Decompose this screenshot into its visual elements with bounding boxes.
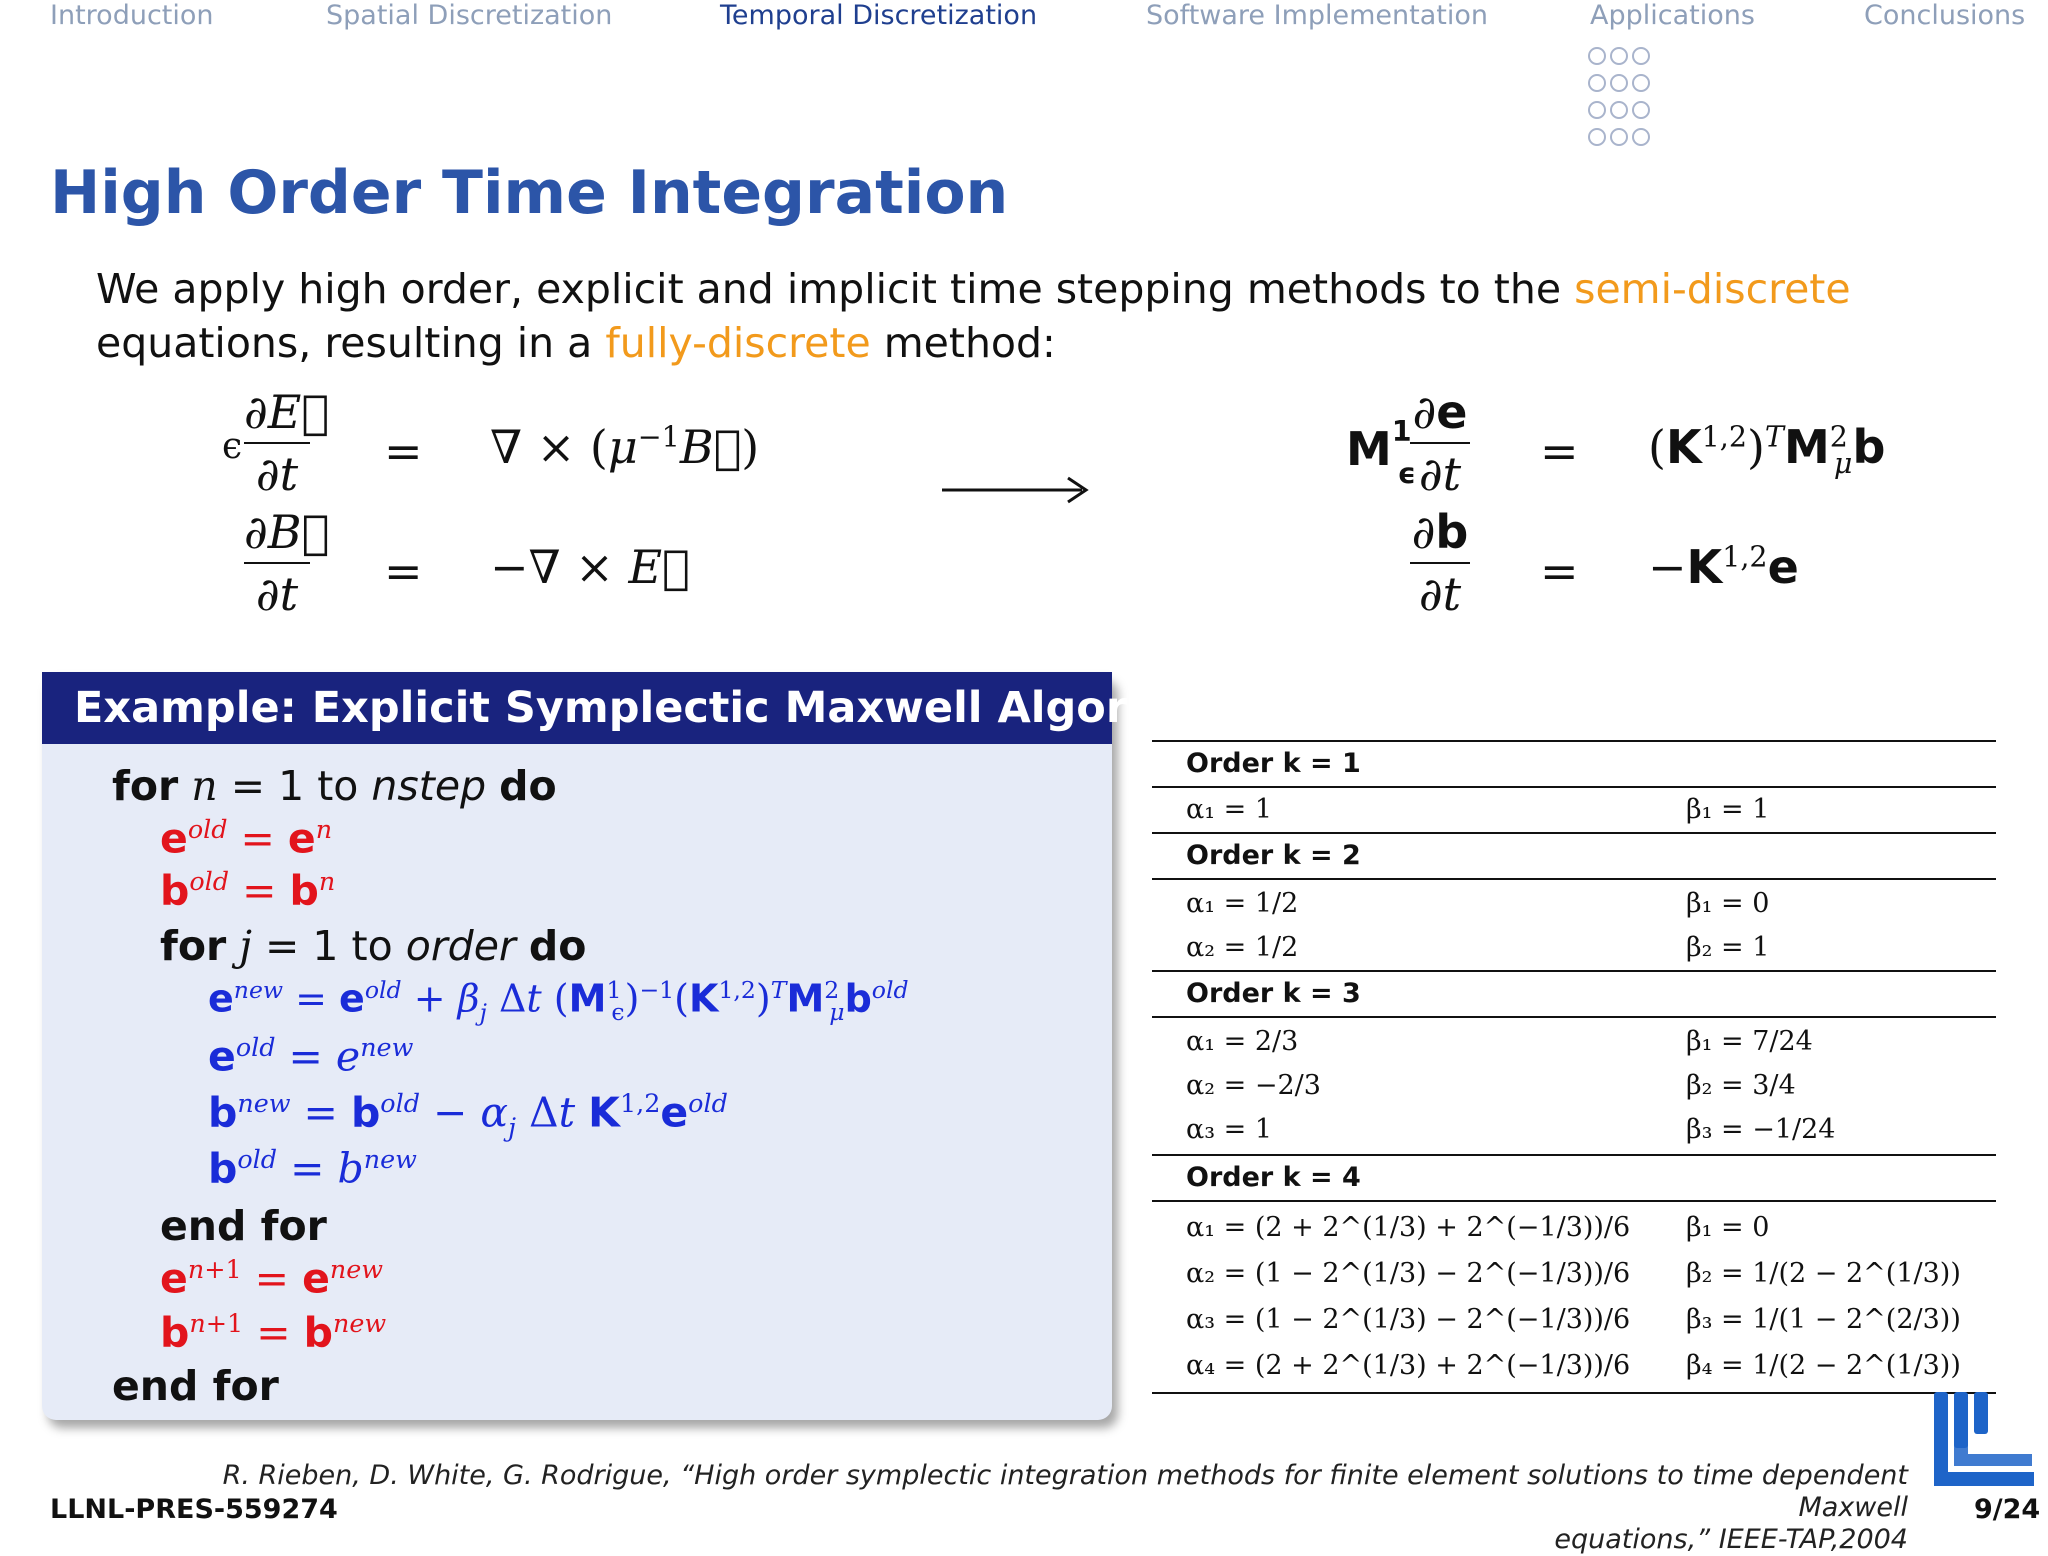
progress-dot-icon[interactable]: [1610, 128, 1628, 146]
table-cell-beta: β₄ = 1/(2 − 2^(1/3)): [1686, 1350, 1961, 1381]
intro-paragraph: [96, 262, 1916, 370]
table-cell-alpha: α₃ = 1: [1186, 1114, 1273, 1145]
alg-line-e-old-update: $e^{old} = e^{new}$: [208, 1032, 414, 1081]
nav-item-applications[interactable]: Applications: [1590, 0, 1755, 31]
table-cell-alpha: α₂ = 1/2: [1186, 932, 1299, 963]
mass-matrix-M-eps: $M^1_\epsilon$: [1346, 414, 1417, 491]
intro-text-1: We apply high order, explicit and implicit time stepping methods to the: [96, 265, 1575, 313]
nav-item-temporal-discretization[interactable]: Temporal Discretization: [720, 0, 1038, 31]
alg-line-e-new: $e^{new} = e^{old} + \beta_j$ Δt $(M^1_\epsilon)^{-1}(K^{1,2})^TM^2_\mu b^{old}$: [208, 976, 909, 1027]
footer-reference: [208, 1460, 1908, 1556]
llnl-logo-icon: [1928, 1390, 2038, 1490]
alg-line-b-old-update: $b^{old} = b^{new}$: [208, 1144, 417, 1193]
table-rule: [1152, 1016, 1996, 1018]
progress-dot-icon[interactable]: [1632, 74, 1650, 92]
section-nav: [0, 0, 2048, 40]
table-cell-beta: β₁ = 1: [1686, 794, 1770, 825]
table-cell-alpha: α₂ = −2/3: [1186, 1070, 1321, 1101]
fraction-db-dt: ∂b ∂t: [1411, 505, 1469, 621]
equals-sign: =: [1540, 544, 1579, 598]
alg-line-b-old: $b^{old} = b^n$: [160, 866, 336, 915]
table-header-order-3: Order k = 3: [1186, 978, 1361, 1009]
equals-sign: =: [384, 424, 423, 478]
nav-item-software-implementation[interactable]: Software Implementation: [1146, 0, 1488, 31]
progress-dot-icon[interactable]: [1632, 101, 1650, 119]
alg-line-for-n: for n = 1 to nstep do: [112, 762, 557, 810]
table-cell-beta: β₁ = 0: [1686, 888, 1770, 919]
progress-dot-icon[interactable]: [1610, 74, 1628, 92]
table-rule: [1152, 740, 1996, 742]
curl-mu-inv-B: ∇ × $(\mu^{-1}B⃗)$: [490, 420, 760, 474]
slide-progress-dots: [1588, 42, 1650, 150]
highlight-semi-discrete: semi-discrete: [1574, 265, 1851, 313]
table-cell-alpha: α₁ = 1/2: [1186, 888, 1299, 919]
progress-dot-icon[interactable]: [1588, 128, 1606, 146]
table-rule: [1152, 832, 1996, 834]
table-cell-beta: β₁ = 7/24: [1686, 1026, 1813, 1057]
table-rule: [1152, 878, 1996, 880]
table-header-order-4: Order k = 4: [1186, 1162, 1361, 1193]
table-header-order-1: Order k = 1: [1186, 748, 1361, 779]
fraction-dB-dt: ∂B⃗ ∂t: [244, 505, 330, 621]
equals-sign: =: [1540, 424, 1579, 478]
slide-title: High Order Time Integration: [50, 158, 1009, 228]
nav-item-conclusions[interactable]: Conclusions: [1864, 0, 2026, 31]
table-cell-beta: β₃ = −1/24: [1686, 1114, 1836, 1145]
progress-dot-icon[interactable]: [1632, 128, 1650, 146]
table-cell-alpha: α₂ = (1 − 2^(1/3) − 2^(−1/3))/6: [1186, 1258, 1631, 1289]
table-header-order-2: Order k = 2: [1186, 840, 1361, 871]
nav-item-introduction[interactable]: Introduction: [50, 0, 214, 31]
alg-line-b-new: $b^{new} = b^{old} - \alpha_j$ Δt $K^{1,2}e^{old}$: [208, 1088, 728, 1142]
K-transpose-M-mu-b: $(K^{1,2})^TM^2_\mu b$: [1648, 420, 1886, 481]
progress-dot-icon[interactable]: [1588, 74, 1606, 92]
progress-dot-icon[interactable]: [1588, 47, 1606, 65]
alg-line-b-next: $b^{n+1} = b^{new}$: [160, 1308, 387, 1357]
reference-line-1: R. Rieben, D. White, G. Rodrigue, “High order symplectic integration methods for finite element solutions to time dependent Maxwell: [222, 1460, 1908, 1523]
table-rule: [1152, 786, 1996, 788]
minus-K-e: $-K^{1,2}e$: [1648, 540, 1799, 594]
table-cell-beta: β₁ = 0: [1686, 1212, 1770, 1243]
page-number: 9/24: [1974, 1494, 2041, 1525]
table-cell-beta: β₂ = 1: [1686, 932, 1770, 963]
document-id: LLNL-PRES-559274: [50, 1494, 338, 1525]
table-rule: [1152, 1200, 1996, 1202]
progress-dot-icon[interactable]: [1610, 101, 1628, 119]
table-rule: [1152, 1392, 1996, 1394]
equals-sign: =: [384, 544, 423, 598]
algorithm-block-title: Example: Explicit Symplectic Maxwell Algorithm: [42, 672, 1112, 744]
table-cell-alpha: α₁ = (2 + 2^(1/3) + 2^(−1/3))/6: [1186, 1212, 1631, 1243]
alg-line-end-for-inner: end for: [160, 1202, 327, 1250]
highlight-fully-discrete: fully-discrete: [605, 319, 871, 367]
alg-line-e-next: $e^{n+1} = e^{new}$: [160, 1254, 384, 1303]
alg-line-end-for-outer: end for: [112, 1362, 279, 1410]
nav-item-spatial-discretization[interactable]: Spatial Discretization: [326, 0, 613, 31]
long-right-arrow-icon: [940, 470, 1090, 510]
table-cell-beta: β₂ = 1/(2 − 2^(1/3)): [1686, 1258, 1961, 1289]
alg-line-for-j: for j = 1 to order do: [160, 922, 587, 970]
intro-text-3: method:: [870, 319, 1056, 367]
reference-line-2: equations,” IEEE-TAP,2004: [1554, 1524, 1908, 1555]
progress-dot-icon[interactable]: [1610, 47, 1628, 65]
table-cell-beta: β₂ = 3/4: [1686, 1070, 1796, 1101]
alg-line-e-old: $e^{old} = e^n$: [160, 814, 333, 863]
progress-dot-icon[interactable]: [1588, 101, 1606, 119]
table-cell-alpha: α₃ = (1 − 2^(1/3) − 2^(−1/3))/6: [1186, 1304, 1631, 1335]
table-cell-alpha: α₄ = (2 + 2^(1/3) + 2^(−1/3))/6: [1186, 1350, 1631, 1381]
progress-dot-icon[interactable]: [1632, 47, 1650, 65]
table-cell-alpha: α₁ = 2/3: [1186, 1026, 1299, 1057]
table-rule: [1152, 970, 1996, 972]
table-cell-alpha: α₁ = 1: [1186, 794, 1273, 825]
minus-curl-E: −∇ × E⃗: [490, 540, 690, 594]
table-cell-beta: β₃ = 1/(1 − 2^(2/3)): [1686, 1304, 1961, 1335]
intro-text-2: equations, resulting in a: [96, 319, 606, 367]
table-rule: [1152, 1154, 1996, 1156]
fraction-de-dt: ∂e ∂t: [1410, 386, 1470, 500]
fraction-dE-dt: ∂E⃗ ∂t: [244, 385, 329, 501]
epsilon-symbol: ϵ: [222, 426, 243, 467]
